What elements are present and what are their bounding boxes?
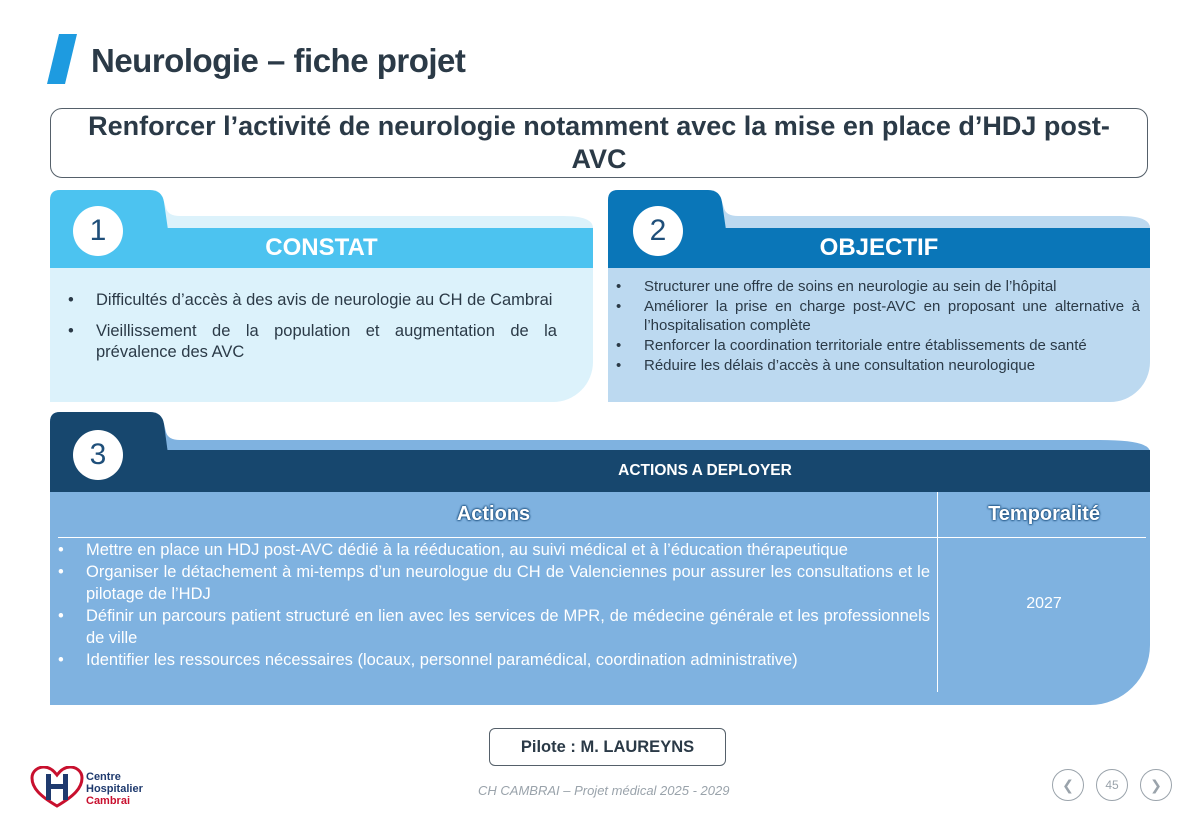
chevron-right-icon: ❯ — [1150, 776, 1162, 793]
actions-number: 3 — [89, 438, 107, 471]
header-divider — [58, 537, 1146, 538]
pilote-box — [489, 728, 726, 766]
objectif-body — [608, 268, 1150, 402]
page-number — [1096, 769, 1128, 801]
temporalite-value: 2027 — [1026, 595, 1062, 612]
objectif-header — [608, 228, 1150, 268]
actions-list-container — [50, 539, 930, 671]
constat-tab-shape — [50, 190, 593, 230]
objectif-title: OBJECTIF — [819, 234, 939, 261]
page-number-text: 45 — [1105, 778, 1119, 792]
action-item: • Organiser le détachement à mi-temps d’un neurologue du CH de Valenciennes pour assurer les consultations et le pilotage de l’HDJ — [50, 561, 930, 605]
objectif-number: 2 — [649, 214, 667, 247]
hospital-logo-icon — [30, 766, 84, 810]
constat-number: 1 — [89, 214, 107, 247]
objectif-item: • Renforcer la coordination territoriale entre établissements de santé — [608, 336, 1140, 355]
objectif-list — [608, 277, 1140, 375]
headline-box — [50, 108, 1148, 178]
actions-header — [50, 450, 1150, 492]
constat-title: CONSTAT — [265, 234, 378, 261]
page-title: Neurologie – fiche projet — [91, 42, 466, 79]
constat-list — [60, 290, 557, 363]
action-item: • Identifier les ressources nécessaires (locaux, personnel paramédical, coordination administrative) — [50, 649, 930, 671]
logo-line: Cambrai — [86, 795, 131, 807]
headline-text: Renforcer l’activité de neurologie notamment avec la mise en place d’HDJ post-AVC — [88, 111, 1110, 174]
logo-line: Hospitalier — [86, 783, 143, 795]
objectif-number-badge — [633, 206, 683, 256]
hospital-logo-text — [86, 771, 143, 807]
next-page-button[interactable] — [1140, 769, 1172, 801]
actions-column-header: Actions — [456, 503, 531, 525]
action-item: • Mettre en place un HDJ post-AVC dédié à la rééducation, au suivi médical et à l’éducation thérapeutique — [50, 539, 930, 561]
actions-tab-shape — [50, 412, 1150, 454]
objectif-tab-shape — [608, 190, 1150, 230]
objectif-item: • Améliorer la prise en charge post-AVC en proposant une alternative à l’hospitalisation complète — [608, 297, 1140, 335]
actions-title: ACTIONS A DEPLOYER — [618, 462, 792, 479]
constat-item: • Difficultés d’accès à des avis de neurologie au CH de Cambrai — [60, 290, 557, 311]
constat-number-badge — [73, 206, 123, 256]
actions-table — [50, 492, 1150, 705]
pilote-text: Pilote : M. LAUREYNS — [520, 737, 695, 756]
logo-line: Centre — [86, 771, 121, 783]
temporalite-column-header: Temporalité — [988, 503, 1100, 525]
chevron-left-icon: ❮ — [1062, 776, 1074, 793]
constat-body — [50, 268, 593, 402]
constat-item: • Vieillissement de la population et augmentation de la prévalence des AVC — [60, 321, 557, 363]
actions-number-badge — [73, 430, 123, 480]
previous-page-button[interactable] — [1052, 769, 1084, 801]
action-item: • Définir un parcours patient structuré en lien avec les services de MPR, de médecine générale et les professionnels de ville — [50, 605, 930, 649]
actions-list — [50, 539, 930, 671]
objectif-item: • Structurer une offre de soins en neurologie au sein de l’hôpital — [608, 277, 1140, 296]
footer-text: CH CAMBRAI – Projet médical 2025 - 2029 — [478, 783, 730, 798]
objectif-item: • Réduire les délais d’accès à une consultation neurologique — [608, 356, 1140, 375]
title-accent-slash — [47, 34, 77, 84]
constat-header — [50, 228, 593, 268]
